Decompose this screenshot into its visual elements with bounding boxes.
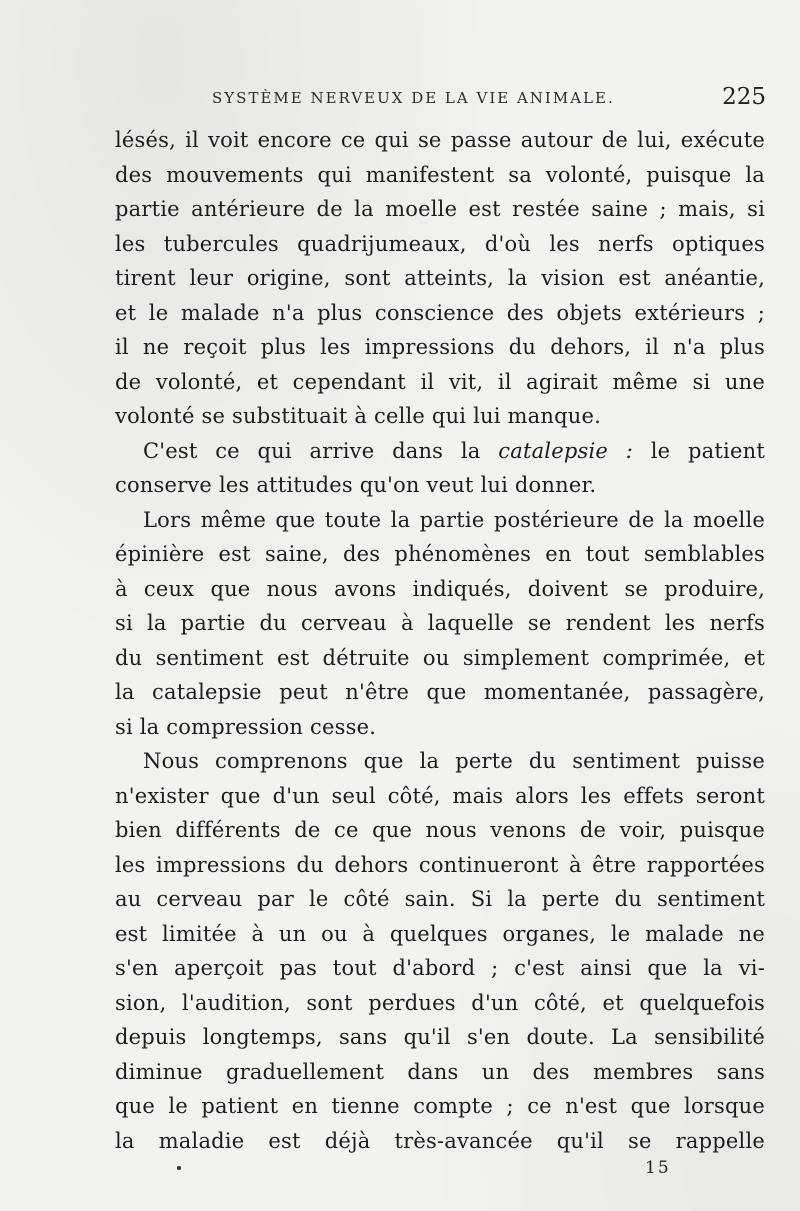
text-line: Lors même que toute la partie postérieure de la moelle [143, 507, 765, 532]
text-line: sion, l'audition, sont perdues d'un côté, et quelquefois [115, 990, 765, 1015]
text-line: les tubercules quadrijumeaux, d'où les nerfs optiques [115, 231, 765, 256]
signature-mark: 15 [645, 1158, 671, 1178]
text-line: et le malade n'a plus conscience des objets extérieurs ; [115, 300, 765, 325]
text-line: est limitée à un ou à quelques organes, le malade ne [115, 921, 765, 946]
text-line: de volonté, et cependant il vit, il agirait même si une [115, 369, 765, 394]
text-line: la catalepsie peut n'être que momentanée, passagère, [115, 680, 765, 704]
text-segment: C'est ce qui arrive dans la [143, 438, 481, 463]
running-header [212, 86, 768, 112]
text-line: depuis longtemps, sans qu'il s'en doute. La sensibilité [115, 1025, 765, 1049]
text-line: à ceux que nous avons indiqués, doivent se produire, [115, 576, 765, 601]
text-line: diminue graduellement dans un des membres sans [115, 1059, 765, 1084]
ink-speck [177, 1166, 181, 1170]
text-line: au cerveau par le côté sain. Si la perte du sentiment [115, 887, 765, 911]
text-line: conserve les attitudes qu'on veut lui donner. [115, 473, 597, 497]
page-number: 225 [722, 84, 766, 110]
text-line: des mouvements qui manifestent sa volonté, puisque la [115, 162, 765, 187]
text-line: volonté se substituait à celle qui lui manque. [115, 404, 601, 428]
text-line: si la partie du cerveau à laquelle se rendent les nerfs [115, 611, 765, 635]
text-line: s'en aperçoit pas tout d'abord ; c'est ainsi que la vi- [115, 956, 765, 980]
text-line: Nous comprenons que la perte du sentiment puisse [143, 749, 765, 773]
italic-term: catalepsie : [498, 438, 634, 463]
text-line: du sentiment est détruite ou simplement comprimée, et [115, 645, 765, 670]
text-segment: le patient [650, 438, 765, 463]
text-line: épinière est saine, des phénomènes en tout semblables [115, 542, 765, 566]
running-title: SYSTÈME NERVEUX DE LA VIE ANIMALE. [212, 89, 615, 107]
text-line: bien différents de ce que nous venons de voir, puisque [115, 818, 765, 842]
text-line: la maladie est déjà très-avancée qu'il se rappelle [115, 1128, 765, 1153]
text-line: il ne reçoit plus les impressions du dehors, il n'a plus [115, 335, 765, 359]
text-line: partie antérieure de la moelle est restée saine ; mais, si [115, 197, 765, 221]
text-line: si la compression cesse. [115, 714, 377, 739]
text-line: lésés, il voit encore ce qui se passe autour de lui, exécute [115, 128, 765, 152]
text-line: les impressions du dehors continueront à être rapportées [115, 852, 765, 877]
text-line: n'exister que d'un seul côté, mais alors les effets seront [115, 783, 765, 808]
text-line: que le patient en tienne compte ; ce n'est que lorsque [115, 1094, 765, 1118]
text-line [115, 434, 765, 469]
text-line: tirent leur origine, sont atteints, la vision est anéantie, [115, 266, 765, 290]
body-text [115, 123, 765, 1158]
